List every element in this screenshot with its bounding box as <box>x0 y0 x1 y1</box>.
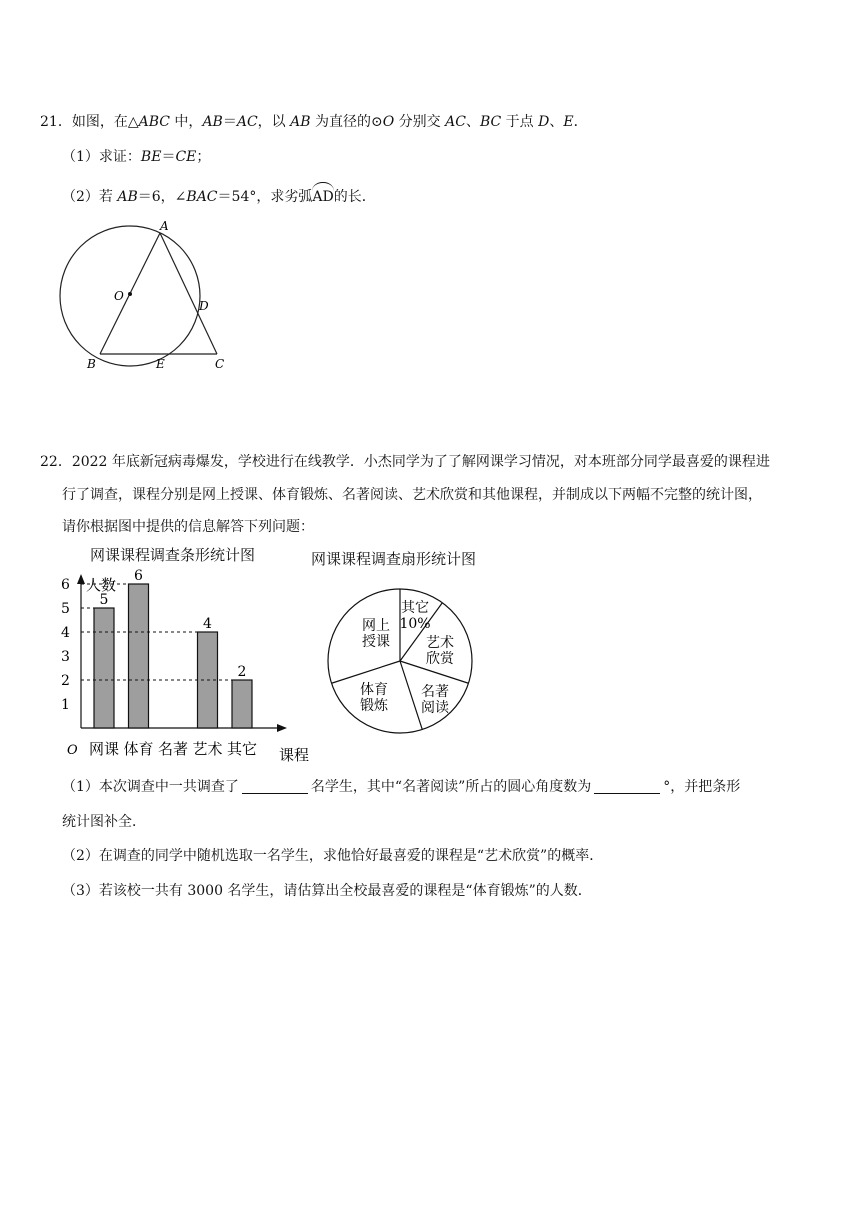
center-point-o <box>128 292 132 296</box>
bar-value-label: 5 <box>99 592 109 608</box>
q22-sub2: （2）在调查的同学中随机选取一名学生，求他恰好最喜爱的课程是“艺术欣赏”的概率． <box>62 848 604 864</box>
q22-stem-line1: 22．2022 年底新冠病毒爆发，学校进行在线教学．小杰同学为了了解网课学习情况，对本班部分同学最喜爱的课程进 <box>40 454 770 470</box>
x-tick-label: 艺术 <box>192 740 223 758</box>
label-c: C <box>215 357 225 371</box>
q21-stem: 21．如图，在△ABC 中，AB＝AC，以 AB 为直径的⊙O 分别交 AC、BC 于点 D、E． <box>40 114 588 130</box>
y-tick-label: 6 <box>61 577 70 593</box>
bar-value-label: 4 <box>203 616 212 632</box>
x-tick-label: 名著 <box>157 740 189 758</box>
pie-slice-label: 体育 <box>360 682 388 698</box>
bar-value-label: 2 <box>237 664 247 680</box>
x-tick-label: 体育 <box>123 740 154 758</box>
pie-slice-label: 其它 <box>401 600 429 616</box>
x-tick-label: 网课 <box>88 740 120 758</box>
segment-ac <box>160 233 217 354</box>
y-tick-label: 4 <box>61 625 70 641</box>
bar-4 <box>232 680 252 728</box>
label-o: O <box>114 289 124 303</box>
answer-blank-angle[interactable] <box>594 779 660 794</box>
label-d: D <box>199 299 209 313</box>
pie-slice-label: 网上 <box>362 618 390 634</box>
pie-slice-label: 阅读 <box>421 700 449 716</box>
bar-chart <box>55 568 325 768</box>
q22-sub1: （1）本次调查中一共调查了 名学生，其中“名著阅读”所占的圆心角度数为 °，并把条形 <box>62 779 741 795</box>
pie-chart <box>320 583 490 743</box>
pie-slice-label: 欣赏 <box>426 651 454 667</box>
y-axis-arrow <box>77 574 85 584</box>
x-tick-label: 其它 <box>226 740 258 758</box>
y-tick-label: 3 <box>61 649 70 665</box>
y-tick-label: 2 <box>61 673 70 689</box>
pie-slice-label: 名著 <box>421 684 449 700</box>
q22-sub1-cont: 统计图补全． <box>62 814 146 830</box>
pie-slice-label: 艺术 <box>426 635 454 651</box>
arc-ad-label: AD <box>312 189 334 205</box>
q21-sub2: （2）若 AB＝6，∠BAC＝54°，求劣弧AD的长． <box>62 189 376 205</box>
bar-value-label: 6 <box>134 568 143 584</box>
pie-slice-percent: 10% <box>399 616 431 632</box>
q21-number: 21 <box>40 114 58 130</box>
y-tick-label: 1 <box>61 697 70 713</box>
bar-0 <box>94 608 114 728</box>
q22-number: 22 <box>40 454 58 470</box>
answer-blank-total[interactable] <box>242 779 308 794</box>
q22-stem-line3: 请你根据图中提供的信息解答下列问题： <box>62 519 314 535</box>
x-axis-arrow <box>277 724 287 732</box>
pie-slice-label: 锻炼 <box>360 698 388 714</box>
label-e: E <box>156 357 165 371</box>
pie-chart-title: 网课课程调查扇形统计图 <box>311 550 477 568</box>
y-tick-label: 5 <box>61 601 70 617</box>
x-axis-label: 课程 <box>279 746 310 764</box>
q21-sub1: （1）求证：BE＝CE； <box>62 149 211 165</box>
y-axis-label: 人数 <box>86 576 117 594</box>
q22-stem-line2: 行了调查，课程分别是网上授课、体育锻炼、名著阅读、艺术欣赏和其他课程，并制成以下两幅不完整的统计图， <box>62 487 762 503</box>
pie-slice-label: 授课 <box>362 634 390 650</box>
q22-sub3: （3）若该校一共有 3000 名学生，请估算出全校最喜爱的课程是“体育锻炼”的人数． <box>62 883 592 899</box>
bar-1 <box>129 584 149 728</box>
label-a: A <box>160 219 169 233</box>
label-b: B <box>87 357 96 371</box>
bar-chart-title: 网课课程调查条形统计图 <box>90 546 256 564</box>
q21-figure <box>50 218 290 378</box>
origin-label: O <box>67 743 78 758</box>
